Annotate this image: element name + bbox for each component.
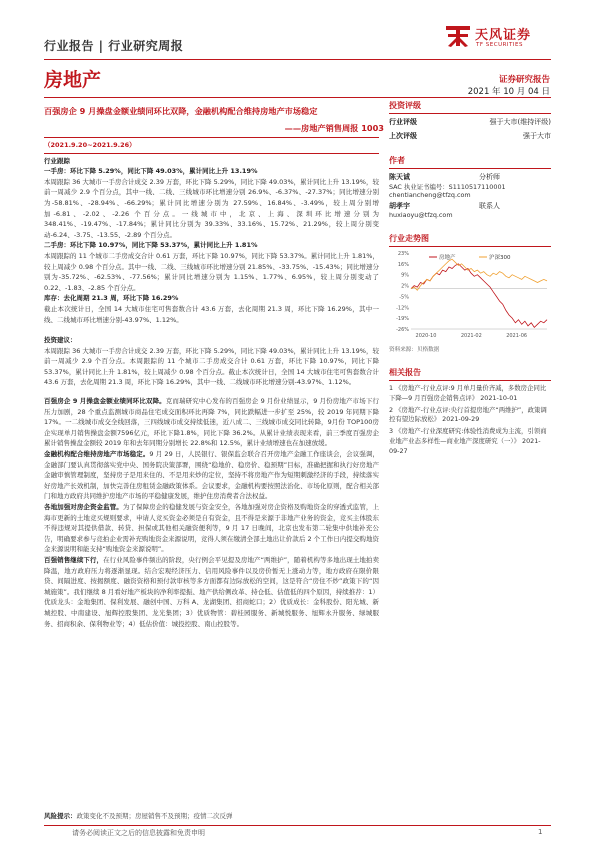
sidebar-rule xyxy=(389,246,551,247)
doc-subtitle: ——房地产销售周报 1003 xyxy=(284,123,384,133)
main-column xyxy=(44,140,379,629)
para8-body: 在行业风险事件频出的阶段，央行例会平见提及房地产“两维护”，随着机构等多地出现土地拍卖降温，地方政府压力将逐渐显现。结合宏观经济压力、信用风险事件以及房价暂无上涨动力等，地方政府在限价限贷、间隔进度、按揭额度、融资资格和预付款审核等多方面都有边际放松的空间，这是符合“房住不炒”政策下的“因城施策”。我们继续 8 月看好地产板块的净利率提振、地产供给侧改革、持仓低、估值低的四个原因，持续推荐：1）优质龙头：金地集团、保利发展、融创中国、万科 A、龙湖集团、招商蛇口；2）优质成长：金科股份、阳光城、新城控股、中南建设、旭辉控股集团、龙光集团；3）优质物管：碧桂园服务、新城悦服务、旭辉永升服务、绿城服务、招商积余、保利物业等；4）低估价值：城投控股、南山控股等。 xyxy=(44,555,379,628)
related-report-1[interactable]: 1 《房地产-行业点评:9 月单月量价齐减，多数房企同比下降—9 月百强房企销售点评》 2021-10-01 xyxy=(389,384,547,402)
industry-rating-row xyxy=(389,117,551,127)
author1-email[interactable]: chentiancheng@tfzq.com xyxy=(389,191,471,199)
para2-lead: 二手房：环比下降 10.97%，同比下降 53.37%，累计同比上升 1.81% xyxy=(44,241,258,250)
doc-title-rule xyxy=(44,137,379,138)
prev-rating-row xyxy=(389,131,551,141)
prev-rating-label: 上次评级 xyxy=(389,132,417,140)
y-tick-label: 9% xyxy=(401,272,409,279)
report-category: 行业报告 | 行业研究周报 xyxy=(44,39,184,53)
author2-name: 胡孝宇 xyxy=(389,202,410,210)
trend-chart xyxy=(389,249,551,341)
sidebar-rule xyxy=(389,380,551,381)
risk-note xyxy=(44,811,233,820)
related-report-2[interactable]: 2 《房地产-行业点评:央行首提房地产“两维护”，政策调控有望边际放松》 2021-09-29 xyxy=(389,405,547,424)
disclaimer: 请务必阅读正文之后的信息披露和免责申明 xyxy=(72,829,205,837)
risk-label: 风险提示： xyxy=(44,812,77,820)
author2-role: 联系人 xyxy=(479,202,500,210)
author-head: 作者 xyxy=(389,156,405,165)
y-tick-label: 16% xyxy=(397,261,409,268)
period-label: （2021.9.20~2021.9.26） xyxy=(44,141,136,149)
period-rule xyxy=(44,153,379,154)
page-number: 1 xyxy=(538,828,543,836)
para3-lead: 库存：去化周期 21.3 周，环比下降 16.29% xyxy=(44,294,179,303)
section-head-tracking: 行业跟踪 xyxy=(44,156,70,165)
y-tick-label: 23% xyxy=(397,251,409,257)
trend-head: 行业走势图 xyxy=(389,234,429,243)
y-tick-label: 2% xyxy=(401,283,409,290)
author1-name: 陈天诚 xyxy=(389,173,410,181)
page-title: 房地产 xyxy=(44,69,102,91)
report-date: 2021 年 10 月 04 日 xyxy=(467,87,550,97)
x-tick-label: 2021-06 xyxy=(506,333,528,339)
title-rule xyxy=(44,97,551,98)
sidebar xyxy=(389,100,551,457)
para6-lead: 金融机构配合维持房地产市场稳定。 xyxy=(44,450,150,459)
invest-rating-head: 投资评级 xyxy=(389,101,421,110)
author2-row xyxy=(389,201,551,211)
logo-text-en: TF SECURITIES xyxy=(476,42,523,48)
tf-logo-icon xyxy=(444,22,472,50)
related-head: 相关报告 xyxy=(389,368,421,377)
author1-role: 分析师 xyxy=(479,173,500,181)
y-tick-label: -12% xyxy=(396,305,409,312)
legend-label: 房地产 xyxy=(439,255,456,261)
series-line-2 xyxy=(411,259,547,290)
y-tick-label: -26% xyxy=(396,327,409,333)
doc-title: 百强房企 9 月操盘金额业绩同环比双降，金融机构配合维持房地产市场稳定 xyxy=(44,106,318,116)
y-tick-label: -5% xyxy=(399,294,409,301)
series-line-1 xyxy=(411,264,547,328)
header-rule xyxy=(44,59,551,60)
para5-body: 克而瑞研究中心发布的百强房企 9 月份业绩显示，9 月份房地产市场下行压力加剧，28 个重点监测城市商品住宅成交面积环比再降 7%，同比跌幅进一步扩至 25%，较 2019 年同期下降 17%。一二线城市成交全线回落，三四线城市成交持续低迷，近八成二、三线城市成交同比转降，9月份 TOP100房企实现单月销售操盘金额7596亿元，环比下降1.8%，同比下降 36.2%。从累计业绩表现来看，前三季度百强房企累计销售操盘金额较 2019 年和去年同期分别增长 22.8%和 12.5%，累计业绩增速也在加速放缓。 xyxy=(44,397,379,448)
para1-body: 本周跟踪 36 大城市一手房合计成交 2.39 万套，环比下降 5.29%，同比下降 49.03%，累计同比上升 13.19%，较前一周减少 2.9 个百分点，其中一线、二线、三线城市环比增速分别 26.9%、-6.37%、-27.37%；同比增速分别为-58.81%、-28.94%、-66.29%；累计同比增速分别为 27.59%、16.84%、-3.49%，较上周分别增加-6.81、-2.02、-2.26 个百分点。一线城市中，北京、上海、深圳环比增速分别为 348.41%、-19.47%、-17.84%；累计同比分别为 39.33%、33.16%、15.72%、21.29%，较上周分别变动-6.24、-3.75、-13.55、-2.89 个百分点。 xyxy=(44,177,379,239)
legend-label: 沪深300 xyxy=(489,255,511,261)
prev-rating-value: 强于大市 xyxy=(523,132,551,140)
industry-rating-label: 行业评级 xyxy=(389,118,417,126)
para3-body: 截止本次统计日，全国 14 大城市住宅可售套数合计 43.6 万套，去化周期 21.3 周，环比下降 16.29%，其中一线、二线城市环比增速分别-43.97%、1.12%。 xyxy=(44,304,379,324)
para5-lead: 百强房企 9 月操盘金额业绩同环比双降。 xyxy=(44,397,166,406)
related-report-3[interactable]: 3 《房地产-行业深度研究:体验性消费成为主流，引领商业地产业态多样性—商业地产深度研究（一）》 2021-09-27 xyxy=(389,427,547,455)
x-tick-label: 2020-10 xyxy=(415,333,437,339)
report-type: 证券研究报告 xyxy=(498,75,550,85)
industry-rating-value: 强于大市(维持评级) xyxy=(489,118,551,126)
author1-cert: SAC 执业证书编号：S1110517110001 xyxy=(389,183,506,191)
chart-source: 资料来源：贝格数据 xyxy=(389,347,440,353)
y-tick-label: -19% xyxy=(396,316,409,323)
para6-body: 9 月 29 日，人民银行、银保监会联合召开房地产金融工作座谈会，会议强调，金融部门要认真贯彻落实党中央、国务院决策部署，围绕“稳地价、稳房价、稳预期”目标，准确把握和执行好房地产金融审慎管理制度，坚持房子是用来住的、不是用来炒的定位，坚持不将房地产作为短期刺激经济的手段，持续落实好房地产长效机制，加快完善住房租赁金融政策体系。会议要求，金融机构要按照法治化、市场化原则，配合相关部门和地方政府共同维护房地产市场的平稳健康发展，维护住房消费者合法权益。 xyxy=(44,450,379,501)
author1-row xyxy=(389,172,551,182)
footer-rule xyxy=(44,825,551,826)
para1-lead: 一手房：环比下降 5.29%，同比下降 49.03%，累计同比上升 13.19% xyxy=(44,167,258,176)
logo-text-cn: 天风证券 xyxy=(475,28,532,43)
para8-lead: 百强销售继续下行， xyxy=(44,555,104,564)
para7-lead: 各地加强对房企资金监管。 xyxy=(44,503,123,511)
author2-email[interactable]: huxiaoyu@tfzq.com xyxy=(389,211,453,219)
sidebar-rule xyxy=(389,113,551,114)
section-head-invest: 投资建议： xyxy=(44,336,77,345)
para4-body: 本周跟踪 36 大城市一手房合计成交 2.39 万套，环比下降 5.29%，同比下降 49.03%，累计同比上升 13.19%，较前一周减少 2.9 个百分点。本周跟踪的 11 个城市二手房成交合计 0.61 万套，环比下降 10.97%，同比下降 53.37%，累计同比上升 1.81%，较上周减少 0.98 个百分点。截止本次统计日，全国 14 大城市住宅可售套数合计 43.6 万套，去化周期 21.3 周，环比下降 16.29%，其中一线、二线城市环比增速分别-43.97%、1.12%。 xyxy=(44,346,379,387)
para7-body: 为了保障房企的稳健发展与资金安全，各地加强对房企资格及购地资金的穿透式监管，上海市更新的土地竞买规则要求，申请人竞买资金必须是自有资金，且不得是来源于非地产业务的资金，竞买主体股东不得违规对其提供借款、转贷、担保或其他相关融资便利等，9 月 17 日晚间，北京也发布第二轮集中供地补充公告，明确要求参与竞拍企业需补充购地资金来源说明，竞得人须在缴清全部土地出让价款后 2 个工作日内提交购地资金来源说明和能支持“购地资金来源说明”。 xyxy=(44,503,380,554)
sidebar-rule xyxy=(389,168,551,169)
x-tick-label: 2021-02 xyxy=(460,333,482,339)
risk-text: 政策变化不及预期；房屋销售不及预期；疫情二次反弹 xyxy=(76,812,233,820)
para2-body: 本周跟踪的 11 个城市二手房成交合计 0.61 万套，环比下降 10.97%，同比下降 53.37%。累计同比上升 1.81%，较上周减少 0.98 个百分点。其中一线、二线、三线城市环比增速分别 21.85%、-33.75%、-15.43%；同比增速分别为-35.72%、-62.53%、-77.56%；累计同比增速分别为 1.15%、1.77%、6.95%，较上周分别变动了 0.22、-1.83、-2.85 个百分点。 xyxy=(44,251,379,292)
